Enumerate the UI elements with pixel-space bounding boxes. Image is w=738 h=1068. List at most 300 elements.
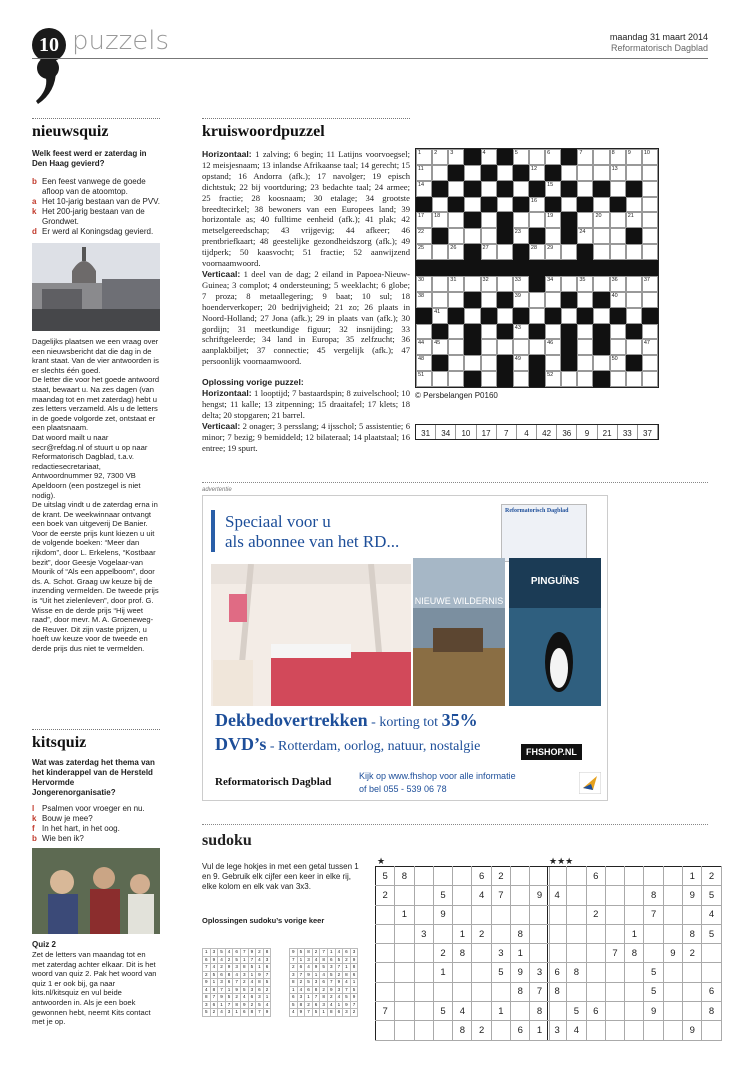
sudoku-cell[interactable]: [548, 905, 567, 924]
sudoku-cell[interactable]: 2: [702, 867, 721, 886]
grid-cell[interactable]: [593, 165, 609, 181]
solution-cell[interactable]: 4: [517, 425, 537, 439]
grid-cell[interactable]: [464, 308, 480, 324]
grid-cell[interactable]: [593, 181, 609, 197]
grid-cell[interactable]: [513, 244, 529, 260]
sudoku-cell[interactable]: 5: [644, 963, 663, 982]
grid-cell[interactable]: [577, 149, 593, 165]
grid-cell[interactable]: [561, 355, 577, 371]
grid-cell[interactable]: [545, 244, 561, 260]
grid-cell[interactable]: [529, 244, 545, 260]
grid-cell[interactable]: [593, 308, 609, 324]
grid-cell[interactable]: [513, 228, 529, 244]
grid-cell[interactable]: [416, 355, 432, 371]
grid-cell[interactable]: [561, 181, 577, 197]
grid-cell[interactable]: [513, 276, 529, 292]
grid-cell[interactable]: [642, 149, 658, 165]
grid-cell[interactable]: [416, 228, 432, 244]
sudoku-cell[interactable]: 5: [376, 867, 395, 886]
sudoku-cell[interactable]: [644, 867, 663, 886]
grid-cell[interactable]: [545, 212, 561, 228]
grid-cell[interactable]: [464, 228, 480, 244]
sudoku-cell[interactable]: 4: [702, 905, 721, 924]
grid-cell[interactable]: [610, 244, 626, 260]
sudoku-cell[interactable]: [511, 867, 530, 886]
sudoku-cell[interactable]: 1: [530, 1021, 549, 1040]
grid-cell[interactable]: [577, 276, 593, 292]
sudoku-cell[interactable]: [683, 982, 702, 1001]
grid-cell[interactable]: [561, 165, 577, 181]
sudoku-cell[interactable]: [663, 924, 682, 943]
grid-cell[interactable]: [513, 324, 529, 340]
grid-cell[interactable]: [529, 212, 545, 228]
grid-cell[interactable]: [416, 339, 432, 355]
sudoku-cell[interactable]: [683, 1002, 702, 1021]
sudoku-cell[interactable]: 9: [683, 886, 702, 905]
sudoku-cell[interactable]: [395, 963, 414, 982]
grid-cell[interactable]: [577, 181, 593, 197]
grid-cell[interactable]: [464, 355, 480, 371]
sudoku-cell[interactable]: 8: [644, 886, 663, 905]
sudoku-cell[interactable]: 2: [472, 924, 491, 943]
grid-cell[interactable]: [497, 308, 513, 324]
sudoku-cell[interactable]: 6: [548, 963, 567, 982]
grid-cell[interactable]: [416, 212, 432, 228]
sudoku-cell[interactable]: [376, 905, 395, 924]
grid-cell[interactable]: [497, 339, 513, 355]
sudoku-cell[interactable]: [605, 1021, 624, 1040]
grid-cell[interactable]: [545, 292, 561, 308]
sudoku-cell[interactable]: 5: [433, 1002, 452, 1021]
sudoku-cell[interactable]: 8: [567, 963, 586, 982]
grid-cell[interactable]: [626, 165, 642, 181]
sudoku-cell[interactable]: 8: [702, 1002, 721, 1021]
grid-cell[interactable]: [561, 308, 577, 324]
solution-cell[interactable]: 33: [618, 425, 638, 439]
grid-cell[interactable]: [432, 355, 448, 371]
grid-cell[interactable]: [416, 244, 432, 260]
grid-cell[interactable]: [464, 371, 480, 387]
sudoku-cell[interactable]: [548, 1002, 567, 1021]
grid-cell[interactable]: [432, 197, 448, 213]
sudoku-cell[interactable]: [491, 924, 510, 943]
grid-cell[interactable]: [416, 260, 432, 276]
grid-cell[interactable]: [626, 308, 642, 324]
solution-cell[interactable]: 21: [598, 425, 618, 439]
grid-cell[interactable]: [593, 355, 609, 371]
sudoku-cell[interactable]: [586, 963, 605, 982]
sudoku-cell[interactable]: [605, 982, 624, 1001]
grid-cell[interactable]: [432, 339, 448, 355]
grid-cell[interactable]: [626, 181, 642, 197]
grid-cell[interactable]: [448, 260, 464, 276]
grid-cell[interactable]: [448, 292, 464, 308]
sudoku-cell[interactable]: [548, 867, 567, 886]
sudoku-cell[interactable]: [663, 905, 682, 924]
sudoku-cell[interactable]: [511, 905, 530, 924]
sudoku-cell[interactable]: 8: [625, 944, 644, 963]
grid-cell[interactable]: [448, 165, 464, 181]
grid-cell[interactable]: [577, 371, 593, 387]
sudoku-cell[interactable]: [702, 963, 721, 982]
sudoku-cell[interactable]: 8: [511, 982, 530, 1001]
sudoku-cell[interactable]: 9: [530, 886, 549, 905]
solution-cell[interactable]: 37: [638, 425, 658, 439]
grid-cell[interactable]: [448, 276, 464, 292]
sudoku-cell[interactable]: 2: [472, 1021, 491, 1040]
grid-cell[interactable]: [610, 355, 626, 371]
grid-cell[interactable]: [593, 276, 609, 292]
grid-cell[interactable]: [610, 197, 626, 213]
sudoku-cell[interactable]: 4: [548, 886, 567, 905]
sudoku-cell[interactable]: [702, 944, 721, 963]
sudoku-cell[interactable]: [625, 1002, 644, 1021]
grid-cell[interactable]: [545, 165, 561, 181]
sudoku-cell[interactable]: [491, 905, 510, 924]
grid-cell[interactable]: [561, 149, 577, 165]
sudoku-cell[interactable]: [511, 1002, 530, 1021]
grid-cell[interactable]: [626, 260, 642, 276]
grid-cell[interactable]: [593, 244, 609, 260]
grid-cell[interactable]: [432, 244, 448, 260]
grid-cell[interactable]: [432, 308, 448, 324]
grid-cell[interactable]: [432, 324, 448, 340]
grid-cell[interactable]: [464, 244, 480, 260]
sudoku-cell[interactable]: 8: [395, 867, 414, 886]
grid-cell[interactable]: [464, 181, 480, 197]
grid-cell[interactable]: [610, 260, 626, 276]
grid-cell[interactable]: [497, 165, 513, 181]
sudoku-cell[interactable]: 9: [433, 905, 452, 924]
grid-cell[interactable]: [561, 276, 577, 292]
grid-cell[interactable]: [432, 181, 448, 197]
sudoku-cell[interactable]: [433, 982, 452, 1001]
sudoku-cell[interactable]: [663, 886, 682, 905]
grid-cell[interactable]: [481, 276, 497, 292]
grid-cell[interactable]: [577, 308, 593, 324]
grid-cell[interactable]: [416, 324, 432, 340]
grid-cell[interactable]: [642, 228, 658, 244]
sudoku-cell[interactable]: [605, 867, 624, 886]
sudoku-cell[interactable]: [548, 944, 567, 963]
grid-cell[interactable]: [561, 244, 577, 260]
grid-cell[interactable]: [513, 339, 529, 355]
sudoku-cell[interactable]: 1: [625, 924, 644, 943]
grid-cell[interactable]: [642, 371, 658, 387]
grid-cell[interactable]: [481, 212, 497, 228]
grid-cell[interactable]: [610, 228, 626, 244]
sudoku-cell[interactable]: 8: [530, 1002, 549, 1021]
sudoku-cell[interactable]: [605, 1002, 624, 1021]
sudoku-cell[interactable]: 7: [530, 982, 549, 1001]
grid-cell[interactable]: [497, 355, 513, 371]
grid-cell[interactable]: [416, 371, 432, 387]
sudoku-cell[interactable]: [586, 924, 605, 943]
grid-cell[interactable]: [432, 228, 448, 244]
grid-cell[interactable]: [513, 292, 529, 308]
sudoku-cell[interactable]: 4: [453, 1002, 472, 1021]
grid-cell[interactable]: [432, 212, 448, 228]
grid-cell[interactable]: [545, 324, 561, 340]
solution-cell[interactable]: 9: [577, 425, 597, 439]
sudoku-cell[interactable]: [433, 867, 452, 886]
grid-cell[interactable]: [448, 324, 464, 340]
grid-cell[interactable]: [529, 371, 545, 387]
grid-cell[interactable]: [481, 355, 497, 371]
grid-cell[interactable]: [642, 355, 658, 371]
grid-cell[interactable]: [481, 308, 497, 324]
sudoku-cell[interactable]: [395, 1002, 414, 1021]
grid-cell[interactable]: [642, 308, 658, 324]
grid-cell[interactable]: [481, 165, 497, 181]
grid-cell[interactable]: [577, 197, 593, 213]
grid-cell[interactable]: [497, 260, 513, 276]
grid-cell[interactable]: [610, 292, 626, 308]
sudoku-cell[interactable]: [395, 982, 414, 1001]
grid-cell[interactable]: [626, 292, 642, 308]
grid-cell[interactable]: [593, 260, 609, 276]
grid-cell[interactable]: [464, 165, 480, 181]
grid-cell[interactable]: [481, 371, 497, 387]
grid-cell[interactable]: [481, 339, 497, 355]
grid-cell[interactable]: [448, 244, 464, 260]
sudoku-cell[interactable]: [453, 886, 472, 905]
sudoku-cell[interactable]: 5: [702, 924, 721, 943]
grid-cell[interactable]: [626, 228, 642, 244]
sudoku-cell[interactable]: 3: [414, 924, 433, 943]
sudoku-cell[interactable]: 9: [663, 944, 682, 963]
grid-cell[interactable]: [448, 308, 464, 324]
sudoku-cell[interactable]: [376, 944, 395, 963]
grid-cell[interactable]: [481, 228, 497, 244]
sudoku-cell[interactable]: 5: [433, 886, 452, 905]
sudoku-cell[interactable]: 1: [491, 1002, 510, 1021]
grid-cell[interactable]: [529, 260, 545, 276]
grid-cell[interactable]: [593, 324, 609, 340]
grid-cell[interactable]: [545, 355, 561, 371]
grid-cell[interactable]: [497, 276, 513, 292]
sudoku-cell[interactable]: [683, 963, 702, 982]
grid-cell[interactable]: [626, 276, 642, 292]
grid-cell[interactable]: [577, 165, 593, 181]
grid-cell[interactable]: [545, 181, 561, 197]
grid-cell[interactable]: [577, 355, 593, 371]
advertisement[interactable]: [202, 495, 608, 801]
grid-cell[interactable]: [593, 212, 609, 228]
grid-cell[interactable]: [513, 165, 529, 181]
sudoku-cell[interactable]: [414, 944, 433, 963]
grid-cell[interactable]: [464, 339, 480, 355]
grid-cell[interactable]: [481, 244, 497, 260]
sudoku-cell[interactable]: 1: [683, 867, 702, 886]
grid-cell[interactable]: [626, 212, 642, 228]
grid-cell[interactable]: [416, 276, 432, 292]
grid-cell[interactable]: [577, 324, 593, 340]
sudoku-cell[interactable]: 5: [644, 982, 663, 1001]
grid-cell[interactable]: [610, 324, 626, 340]
sudoku-cell[interactable]: [414, 905, 433, 924]
sudoku-cell[interactable]: 9: [511, 963, 530, 982]
sudoku-cell[interactable]: [644, 944, 663, 963]
solution-cell[interactable]: 7: [497, 425, 517, 439]
grid-cell[interactable]: [513, 260, 529, 276]
grid-cell[interactable]: [416, 149, 432, 165]
grid-cell[interactable]: [561, 260, 577, 276]
grid-cell[interactable]: [642, 212, 658, 228]
sudoku-cell[interactable]: [472, 944, 491, 963]
sudoku-cell[interactable]: [395, 924, 414, 943]
sudoku-cell[interactable]: [395, 944, 414, 963]
sudoku-cell[interactable]: [548, 924, 567, 943]
grid-cell[interactable]: [448, 355, 464, 371]
grid-cell[interactable]: [497, 197, 513, 213]
sudoku-cell[interactable]: [605, 905, 624, 924]
grid-cell[interactable]: [529, 165, 545, 181]
grid-cell[interactable]: [610, 339, 626, 355]
advert-contact[interactable]: [359, 770, 516, 796]
sudoku-cell[interactable]: [433, 1021, 452, 1040]
grid-cell[interactable]: [610, 308, 626, 324]
sudoku-cell[interactable]: [567, 982, 586, 1001]
sudoku-cell[interactable]: [605, 886, 624, 905]
grid-cell[interactable]: [448, 197, 464, 213]
grid-cell[interactable]: [626, 244, 642, 260]
grid-cell[interactable]: [481, 149, 497, 165]
sudoku-cell[interactable]: [376, 963, 395, 982]
grid-cell[interactable]: [448, 149, 464, 165]
grid-cell[interactable]: [545, 149, 561, 165]
sudoku-cell[interactable]: [453, 963, 472, 982]
grid-cell[interactable]: [545, 260, 561, 276]
grid-cell[interactable]: [481, 197, 497, 213]
sudoku-cell[interactable]: [605, 963, 624, 982]
grid-cell[interactable]: [545, 339, 561, 355]
sudoku-cell[interactable]: [472, 1002, 491, 1021]
sudoku-cell[interactable]: [644, 924, 663, 943]
sudoku-cell[interactable]: 7: [644, 905, 663, 924]
sudoku-cell[interactable]: [663, 1002, 682, 1021]
grid-cell[interactable]: [497, 212, 513, 228]
grid-cell[interactable]: [432, 371, 448, 387]
sudoku-cell[interactable]: 3: [491, 944, 510, 963]
grid-cell[interactable]: [529, 181, 545, 197]
grid-cell[interactable]: [529, 149, 545, 165]
sudoku-cell[interactable]: [376, 924, 395, 943]
sudoku-cell[interactable]: [663, 982, 682, 1001]
grid-cell[interactable]: [432, 165, 448, 181]
grid-cell[interactable]: [610, 165, 626, 181]
grid-cell[interactable]: [545, 371, 561, 387]
sudoku-cell[interactable]: [376, 982, 395, 1001]
sudoku-cell[interactable]: [567, 886, 586, 905]
sudoku-cell[interactable]: 2: [433, 944, 452, 963]
solution-cell[interactable]: 17: [477, 425, 497, 439]
sudoku-cell[interactable]: 2: [491, 867, 510, 886]
grid-cell[interactable]: [626, 339, 642, 355]
sudoku-cell[interactable]: 8: [683, 924, 702, 943]
grid-cell[interactable]: [497, 324, 513, 340]
sudoku-cell[interactable]: [644, 1021, 663, 1040]
sudoku-cell[interactable]: [453, 867, 472, 886]
grid-cell[interactable]: [577, 212, 593, 228]
grid-cell[interactable]: [577, 339, 593, 355]
grid-cell[interactable]: [545, 228, 561, 244]
sudoku-cell[interactable]: 6: [472, 867, 491, 886]
sudoku-cell[interactable]: [663, 867, 682, 886]
grid-cell[interactable]: [545, 308, 561, 324]
sudoku-cell[interactable]: [683, 905, 702, 924]
sudoku-cell[interactable]: [702, 1021, 721, 1040]
sudoku-cell[interactable]: [414, 886, 433, 905]
sudoku-cell[interactable]: [433, 924, 452, 943]
sudoku-cell[interactable]: 6: [702, 982, 721, 1001]
grid-cell[interactable]: [529, 324, 545, 340]
grid-cell[interactable]: [610, 371, 626, 387]
grid-cell[interactable]: [464, 260, 480, 276]
grid-cell[interactable]: [464, 197, 480, 213]
solution-cell[interactable]: 10: [456, 425, 476, 439]
grid-cell[interactable]: [497, 292, 513, 308]
sudoku-cell[interactable]: 1: [395, 905, 414, 924]
grid-cell[interactable]: [481, 324, 497, 340]
sudoku-cell[interactable]: 2: [683, 944, 702, 963]
grid-cell[interactable]: [432, 260, 448, 276]
grid-cell[interactable]: [593, 149, 609, 165]
grid-cell[interactable]: [561, 339, 577, 355]
grid-cell[interactable]: [561, 197, 577, 213]
grid-cell[interactable]: [432, 292, 448, 308]
sudoku-cell[interactable]: 1: [433, 963, 452, 982]
sudoku-cell[interactable]: [586, 886, 605, 905]
grid-cell[interactable]: [497, 149, 513, 165]
grid-cell[interactable]: [610, 181, 626, 197]
grid-cell[interactable]: [610, 276, 626, 292]
grid-cell[interactable]: [464, 149, 480, 165]
solution-cell[interactable]: 34: [436, 425, 456, 439]
grid-cell[interactable]: [561, 292, 577, 308]
grid-cell[interactable]: [432, 276, 448, 292]
grid-cell[interactable]: [513, 197, 529, 213]
grid-cell[interactable]: [626, 371, 642, 387]
grid-cell[interactable]: [577, 228, 593, 244]
sudoku-cell[interactable]: 9: [644, 1002, 663, 1021]
grid-cell[interactable]: [513, 371, 529, 387]
grid-cell[interactable]: [416, 165, 432, 181]
grid-cell[interactable]: [593, 197, 609, 213]
sudoku-cell[interactable]: [625, 905, 644, 924]
sudoku-cell[interactable]: 7: [376, 1002, 395, 1021]
grid-cell[interactable]: [448, 228, 464, 244]
grid-cell[interactable]: [593, 228, 609, 244]
grid-cell[interactable]: [448, 371, 464, 387]
grid-cell[interactable]: [416, 292, 432, 308]
grid-cell[interactable]: [529, 276, 545, 292]
grid-cell[interactable]: [497, 228, 513, 244]
grid-cell[interactable]: [593, 292, 609, 308]
sudoku-cell[interactable]: 8: [548, 982, 567, 1001]
grid-cell[interactable]: [513, 308, 529, 324]
grid-cell[interactable]: [464, 212, 480, 228]
grid-cell[interactable]: [626, 324, 642, 340]
grid-cell[interactable]: [513, 355, 529, 371]
grid-cell[interactable]: [448, 212, 464, 228]
grid-cell[interactable]: [481, 181, 497, 197]
grid-cell[interactable]: [481, 260, 497, 276]
sudoku-cell[interactable]: [567, 905, 586, 924]
grid-cell[interactable]: [626, 355, 642, 371]
sudoku-cell[interactable]: 7: [605, 944, 624, 963]
sudoku-cell[interactable]: 5: [702, 886, 721, 905]
